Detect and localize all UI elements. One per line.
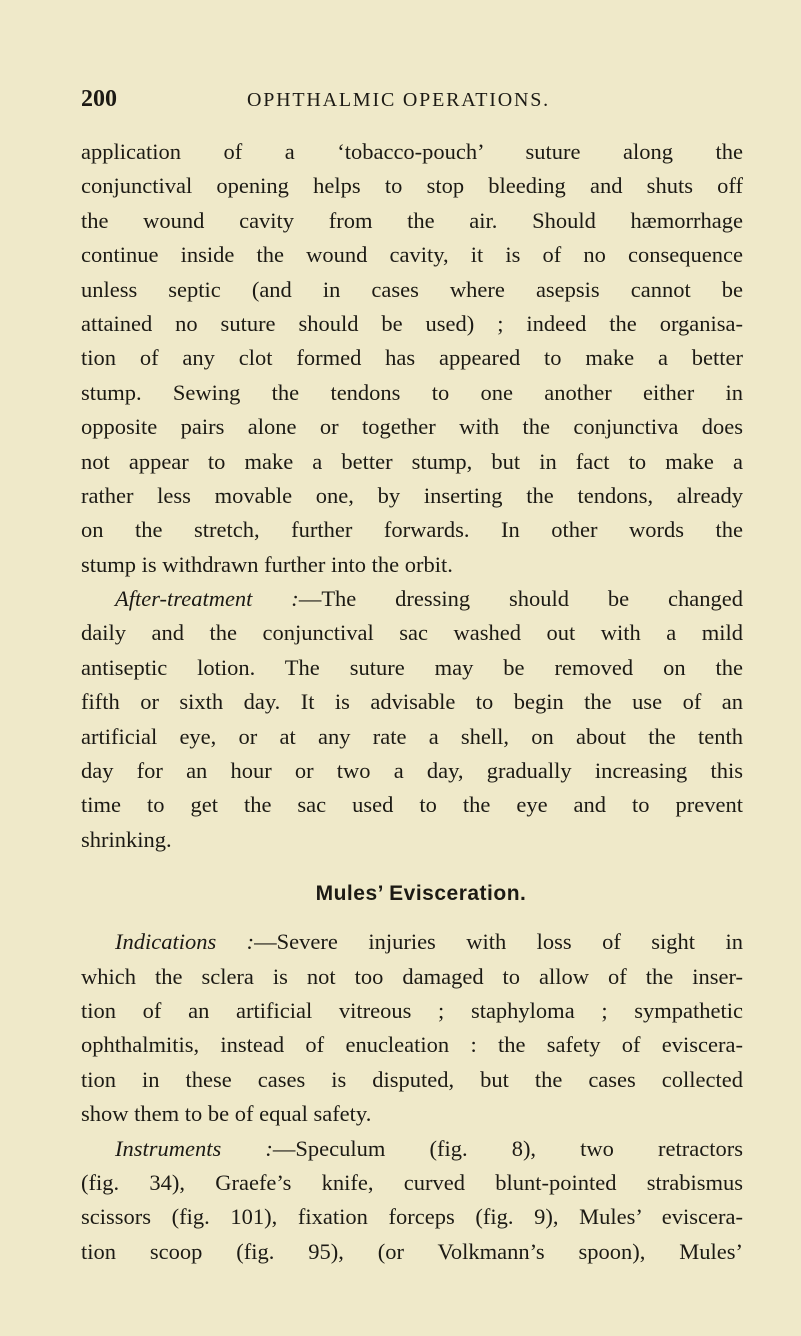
- text-line: time to get the sac used to the eye and to prevent: [81, 792, 743, 818]
- page-number: 200: [81, 86, 117, 112]
- indications-heading: Indications :: [115, 929, 255, 955]
- text-line: not appear to make a better stump, but in fact to make a: [81, 448, 743, 474]
- text-line: tion of an artificial vitreous ; staphyloma ; sympathetic: [81, 997, 743, 1023]
- text-line: (fig. 34), Graefe’s knife, curved blunt-pointed strabismus: [81, 1169, 743, 1195]
- text-line: day for an hour or two a day, gradually increasing this: [81, 758, 743, 784]
- text-line: stump is withdrawn further into the orbit.: [81, 551, 453, 577]
- text-line: rather less movable one, by inserting the tendons, already: [81, 482, 743, 508]
- text-line: the wound cavity from the air. Should hæmorrhage: [81, 207, 743, 233]
- text-line: tion in these cases is disputed, but the cases collected: [81, 1066, 743, 1092]
- section-heading: Mules’ Evisceration.: [315, 882, 527, 906]
- text-line: scissors (fig. 101), fixation forceps (fig. 9), Mules’ eviscera-: [81, 1204, 743, 1230]
- indications-line: [81, 925, 743, 959]
- text-line: artificial eye, or at any rate a shell, on about the tenth: [81, 723, 743, 749]
- text-line: unless septic (and in cases where asepsis cannot be: [81, 276, 743, 302]
- text-line: which the sclera is not too damaged to allow of the inser-: [81, 963, 743, 989]
- text-line: tion scoop (fig. 95), (or Volkmann’s spoon), Mules’: [81, 1238, 743, 1264]
- text-line: tion of any clot formed has appeared to make a better: [81, 345, 743, 371]
- page-header: [81, 86, 741, 120]
- text-line: on the stretch, further forwards. In other words the: [81, 517, 743, 543]
- text-line: shrinking.: [81, 826, 172, 852]
- text-line: continue inside the wound cavity, it is of no consequence: [81, 242, 743, 268]
- text-line: opposite pairs alone or together with the conjunctiva does: [81, 414, 743, 440]
- body-text: [81, 135, 743, 1269]
- text-line: conjunctival opening helps to stop bleeding and shuts off: [81, 173, 743, 199]
- text-run: —Severe injuries with loss of sight in: [254, 929, 743, 955]
- instruments-heading: Instruments :: [115, 1135, 273, 1161]
- text-run: —Speculum (fig. 8), two retractors: [272, 1135, 743, 1161]
- text-line: ophthalmitis, instead of enucleation : the safety of eviscera-: [81, 1032, 743, 1058]
- after-treatment-line: [81, 582, 743, 616]
- instruments-line: [81, 1132, 743, 1166]
- after-treatment-heading: After-treatment :: [115, 586, 299, 612]
- text-line: daily and the conjunctival sac washed out with a mild: [81, 620, 743, 646]
- text-line: stump. Sewing the tendons to one another either in: [81, 379, 743, 405]
- text-run: —The dressing should be changed: [298, 586, 744, 612]
- text-line: attained no suture should be used) ; indeed the organisa-: [81, 310, 743, 336]
- text-line: antiseptic lotion. The suture may be removed on the: [81, 654, 743, 680]
- text-line: show them to be of equal safety.: [81, 1101, 372, 1127]
- text-line: fifth or sixth day. It is advisable to begin the use of an: [81, 689, 743, 715]
- running-head: OPHTHALMIC OPERATIONS.: [247, 89, 550, 111]
- text-line: application of a ‘tobacco-pouch’ suture along the: [81, 139, 743, 164]
